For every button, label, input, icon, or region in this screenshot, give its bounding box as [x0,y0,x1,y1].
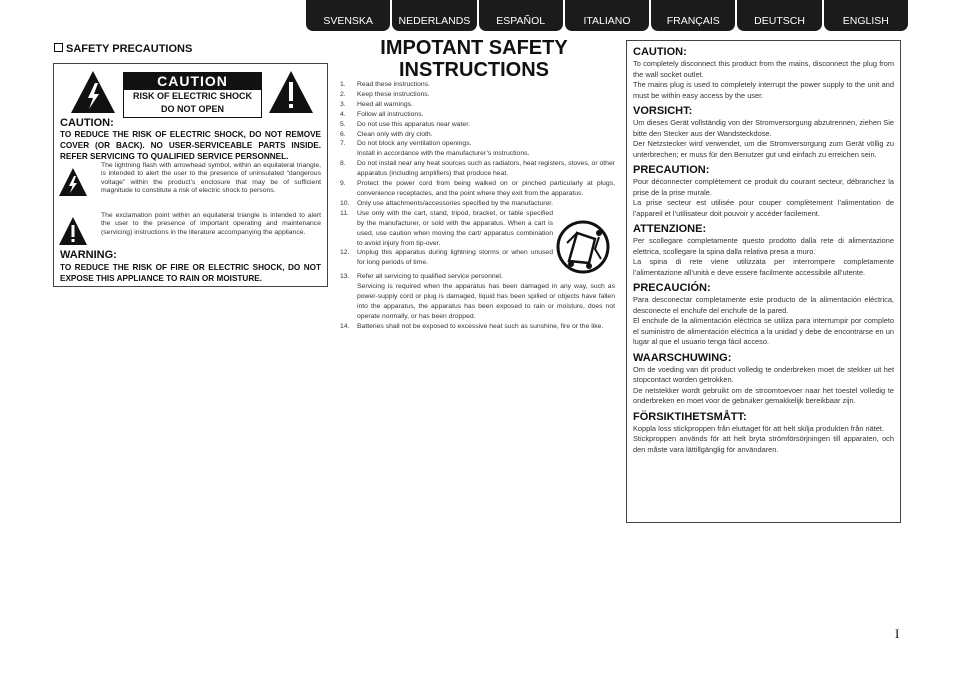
warning-paragraph: Pour déconnecter complètement ce produit du courant secteur, débranchez la prise de la prise murale. [633,177,894,197]
caution-text: TO REDUCE THE RISK OF ELECTRIC SHOCK, DO NOT REMOVE COVER (OR BACK). NO USER-SERVICEABLE PARTS INSIDE. REFER SERVICING TO QUALIFIED SERVICE PERSONNEL. [60,130,321,161]
instruction-item [340,90,615,100]
page-number: I [895,626,900,641]
instruction-text: Clean only with dry cloth. [357,130,433,138]
warning-paragraph: Para desconectar completamente este producto de la alimentación eléctrica, desconecte el enchufe del enchufe de la pared. [633,295,894,315]
instruction-item [340,110,615,120]
instruction-number: 14. [340,322,350,330]
instruction-number: 12. [340,249,350,257]
instruction-text: Read these instructions. [357,81,430,88]
instruction-text: Protect the power cord from being walked on or pinched particularly at plugs, convenience receptacles, and the point where they exit from the apparatus. [357,180,615,197]
instruction-number: 7. [340,140,346,148]
instruction-number: 8. [340,160,346,168]
warning-body [633,236,894,278]
instruction-text: Do not use this apparatus near water. [357,120,470,128]
title-line-2: INSTRUCTIONS [399,59,549,81]
warning-paragraph: To completely disconnect this product from the mains, disconnect the plug from the wall socket outlet. [633,59,894,79]
caution-heading: CAUTION: [60,117,114,129]
warning-heading: ATTENZIONE: [633,223,707,235]
instruction-text: Unplug this apparatus during lightning storms or when unused for long periods of time. [357,249,553,267]
instruction-number: 3. [340,100,346,108]
warning-paragraph: Stickproppen används för att helt bryta strömförsörjningen till apparaten, och den måste vara lättillgänglig för användaren. [633,434,894,454]
warning-paragraph: La spina di rete viene utilizzata per interrompere completamente l’alimentazione all’unità e deve essere facilmente accessibile all’utente. [633,257,894,277]
instruction-number: 9. [340,180,346,188]
exclamation-triangle-icon [268,70,314,114]
warning-heading: VORSICHT: [633,105,693,117]
caution-label: CAUTION [124,73,261,90]
instruction-text: Do not block any ventilation openings. Install in accordance with the manufacturer’s instructions. [357,140,530,158]
warning-body [633,424,894,456]
instruction-text: Do not install near any heat sources such as radiators, heat registers, stoves, or other apparatus (including amplifiers) that produce heat. [357,160,615,178]
warning-heading: FÖRSIKTIHETSMÅTT: [633,410,747,423]
exclamation-symbol-text: The exclamation point within an equilateral triangle is intended to alert the user to the presence of important operating and maintenance (servicing) instructions in the literature accompanying the appliance. [101,212,321,236]
instruction-text: Heed all warnings. [357,100,413,108]
warning-paragraph: El enchufe de la alimentación eléctrica se utiliza para interrumpir por completo el suministro de alimentación eléctrica a la unidad y debe de encontrarse en un lugar al que el usuario tenga fácil acceso. [633,316,894,346]
instruction-number: 13. [340,273,350,281]
instruction-number: 4. [340,110,346,118]
section-title-text: SAFETY PRECAUTIONS [66,43,193,55]
instruction-number: 2. [340,90,346,98]
tab-italiano[interactable]: ITALIANO [565,0,649,31]
caution-label-box [123,72,262,118]
lightning-triangle-icon [58,167,88,197]
tab-francais[interactable]: FRANÇAIS [651,0,735,31]
instructions-list [340,80,615,332]
warning-paragraph: De netstekker wordt gebruikt om de stroomtoevoer naar het toestel volledig te onderbreken en moet voor de gebruiker gemakkelijk bereikbaar zijn. [633,385,894,405]
instruction-item [340,139,615,159]
instruction-item [340,120,615,130]
warning-paragraph: Om de voeding van dit product volledig te onderbreken moet de stekker uit het stopcontact worden getrokken. [633,364,894,384]
instruction-number: 10. [340,199,350,207]
instruction-item [340,272,615,322]
warning-paragraph: Der Netzstecker wird verwendet, um die Stromversorgung zum Gerät völlig zu unterbrechen; er muss für den Benutzer gut und einfach zu erreichen sein. [633,139,894,159]
instruction-number: 6. [340,130,346,138]
warning-heading: WARNING: [60,249,117,261]
warning-body [633,295,894,348]
checkbox-square-icon [54,43,63,52]
risk-line-1: RISK OF ELECTRIC SHOCK [132,91,252,101]
instruction-item [340,199,615,209]
instruction-number: 5. [340,120,346,128]
instruction-text: Keep these instructions. [357,90,430,98]
warning-paragraph: Koppla loss stickproppen från eluttaget för att helt skilja produkten från nätet. [633,423,885,433]
instruction-item [340,80,615,90]
tab-nederlands[interactable]: NEDERLANDS [392,0,476,31]
instruction-text: Only use attachments/accessories specified by the manufacturer. [357,199,554,207]
warning-body [633,59,894,101]
exclamation-triangle-icon [58,216,88,246]
language-tabs [306,0,908,31]
instruction-item [340,179,615,199]
instruction-text: Batteries shall not be exposed to excessive heat such as sunshine, fire or the like. [357,322,604,330]
page-title [345,37,603,81]
instruction-text: Follow all instructions. [357,110,424,118]
tab-english[interactable]: ENGLISH [824,0,908,31]
instruction-item [340,322,615,332]
warning-heading: WAARSCHUWING: [633,351,732,364]
instruction-text: Use only with the cart, stand, tripod, bracket, or table specified by the manufacturer, or sold with the apparatus. When a cart is used, use caution when moving the cart/ apparatus combination to avoid injury from tip-over. [357,209,553,247]
warning-body [633,177,894,219]
warning-paragraph: Um dieses Gerät vollständig von der Stromversorgung abzutrennen, ziehen Sie bitte den Stecker aus der Wandsteckdose. [633,118,894,138]
instruction-item [340,130,615,140]
caution-header [70,70,314,116]
tab-svenska[interactable]: SVENSKA [306,0,390,31]
lightning-triangle-icon [70,70,116,114]
instruction-item [340,100,615,110]
disconnect-warning-panel [626,40,901,523]
warning-heading: PRECAUCIÓN: [633,282,711,294]
instruction-number: 1. [340,81,346,88]
warning-paragraph: La prise secteur est utilisée pour couper complètement l’alimentation de l’appareil et l’utilisateur doit pouvoir y accéder facilement. [633,198,894,218]
instruction-text: Refer all servicing to qualified service personnel. Servicing is required when the apparatus has been damaged in any way, such as power-supply cord or plug is damaged, liquid has been spilled or objects have fallen into the apparatus, the apparatus has been exposed to rain or moisture, does not operate normally, or has been dropped. [357,273,615,320]
warning-text: TO REDUCE THE RISK OF FIRE OR ELECTRIC SHOCK, DO NOT EXPOSE THIS APPLIANCE TO RAIN OR MOISTURE. [60,263,321,283]
warning-body [633,118,894,160]
warning-paragraph: The mains plug is used to completely interrupt the power supply to the unit and must be within easy access by the user. [633,80,894,100]
title-line-1: IMPOTANT SAFETY [380,37,568,59]
risk-line-2: DO NOT OPEN [160,104,224,114]
section-title [54,43,192,55]
warning-body [633,365,894,407]
warning-paragraph: Per scollegare completamente questo prodotto dalla rete di alimentazione elettrica, scollegare la spina dalla relativa presa a muro. [633,236,894,256]
cart-tip-over-warning-icon [555,219,611,275]
warning-heading: PRECAUTION: [633,164,710,176]
warning-heading: CAUTION: [633,46,687,58]
tab-deutsch[interactable]: DEUTSCH [737,0,821,31]
tab-espanol[interactable]: ESPAÑOL [479,0,563,31]
instruction-item [340,159,615,179]
instruction-number: 11. [340,209,349,217]
lightning-symbol-text: The lightning flash with arrowhead symbol, within an equilateral triangle, is intended to alert the user to the presence of uninsulated “dangerous voltage” within the product’s enclosure that may be of sufficient magnitude to constitute a risk of electric shock to persons. [101,162,321,195]
